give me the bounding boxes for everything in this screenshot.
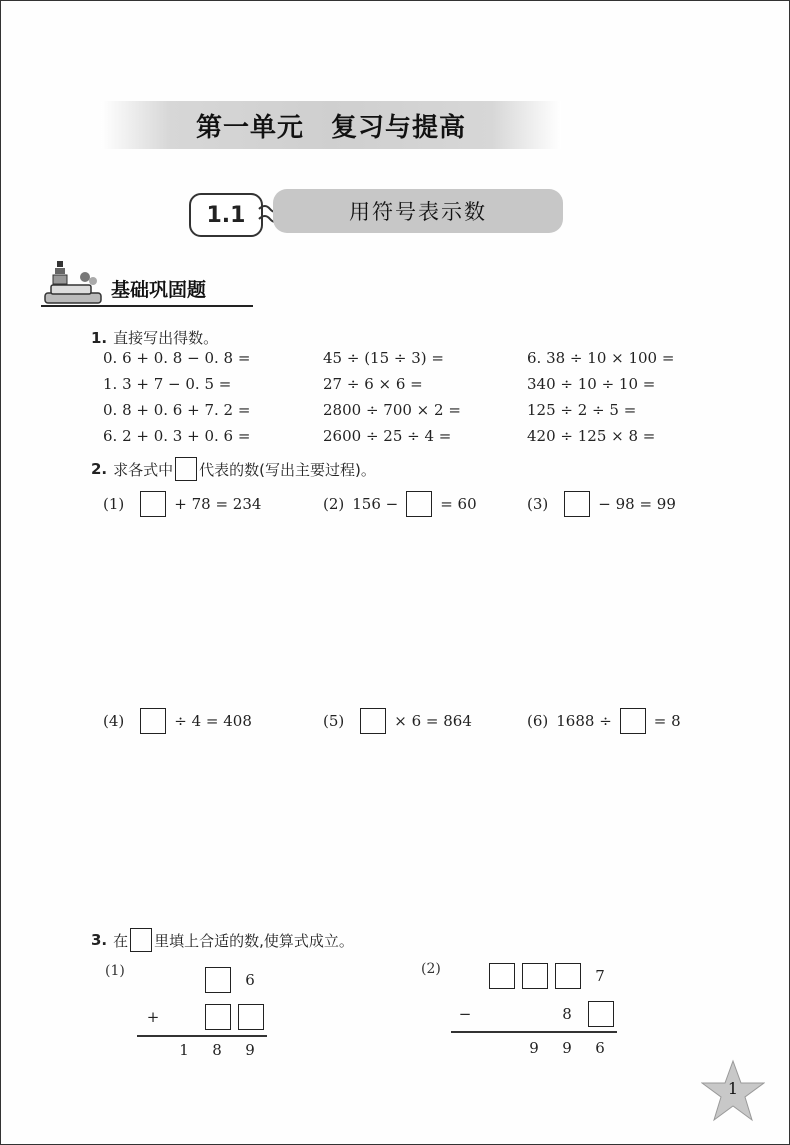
digit-box[interactable] [205, 967, 231, 993]
equation-2 [323, 491, 477, 517]
question-number: 1. [91, 328, 108, 347]
blank-box [130, 928, 152, 952]
equation-5 [323, 708, 472, 734]
equation-3 [527, 491, 676, 517]
question-text: 在 [113, 931, 129, 950]
answer-box[interactable] [406, 491, 432, 517]
equation-left: 1688 ÷ [556, 712, 612, 730]
abacus-books-icon [41, 259, 111, 309]
sum-line [137, 1035, 267, 1037]
digit: 7 [595, 967, 605, 985]
puzzle-index: (2) [421, 961, 441, 977]
answer-box[interactable] [620, 708, 646, 734]
calc-item: 27 ÷ 6 × 6 = [323, 375, 423, 393]
lesson-title: 用符号表示数 [273, 189, 563, 233]
calc-item: 45 ÷ (15 ÷ 3) = [323, 349, 444, 367]
calc-item: 0. 8 + 0. 6 + 7. 2 = [103, 401, 251, 419]
digit-box[interactable] [238, 1004, 264, 1030]
question-text: 代表的数(写出主要过程)。 [199, 460, 376, 479]
equation-right: − 98 = 99 [598, 495, 676, 513]
question-text: 直接写出得数。 [113, 329, 219, 347]
unit-title: 第一单元 复习与提高 [195, 112, 466, 143]
calc-item: 6. 38 ÷ 10 × 100 = [527, 349, 675, 367]
digit-box[interactable] [205, 1004, 231, 1030]
digit-box[interactable] [489, 963, 515, 989]
question-text: 求各式中 [113, 460, 174, 479]
equation-1 [103, 491, 261, 517]
answer-box[interactable] [140, 491, 166, 517]
equation-4 [103, 708, 252, 734]
puzzle-index: (1) [105, 963, 125, 979]
lesson-number: 1.1 [189, 193, 263, 237]
answer-box[interactable] [140, 708, 166, 734]
question-3-heading [91, 928, 354, 952]
unit-banner [101, 101, 561, 149]
equation-right: × 6 = 864 [394, 712, 472, 730]
answer-box[interactable] [564, 491, 590, 517]
blank-box [175, 457, 197, 481]
equation-right: = 8 [653, 712, 681, 730]
equation-index: (6) [527, 712, 549, 730]
calc-item: 125 ÷ 2 ÷ 5 = [527, 401, 637, 419]
digit: 8 [212, 1041, 222, 1059]
equation-index: (5) [323, 712, 345, 730]
question-number: 3. [91, 931, 108, 949]
calc-item: 340 ÷ 10 ÷ 10 = [527, 375, 656, 393]
operator: + [146, 1008, 160, 1026]
answer-box[interactable] [360, 708, 386, 734]
digit-box[interactable] [588, 1001, 614, 1027]
digit: 1 [179, 1041, 189, 1059]
equation-right: ÷ 4 = 408 [174, 712, 252, 730]
calc-item: 2600 ÷ 25 ÷ 4 = [323, 427, 452, 445]
equation-6 [527, 708, 681, 734]
digit: 9 [529, 1039, 539, 1057]
equation-left: 156 − [352, 495, 399, 513]
digit: 9 [245, 1041, 255, 1059]
digit-box[interactable] [522, 963, 548, 989]
digit: 6 [595, 1039, 605, 1057]
equation-right: + 78 = 234 [174, 495, 262, 513]
section-title: 基础巩固题 [111, 279, 207, 301]
calc-item: 420 ÷ 125 × 8 = [527, 427, 656, 445]
calc-item: 6. 2 + 0. 3 + 0. 6 = [103, 427, 251, 445]
difference-line [451, 1031, 617, 1033]
digit: 6 [245, 971, 255, 989]
digit: 9 [562, 1039, 572, 1057]
calc-item: 0. 6 + 0. 8 − 0. 8 = [103, 349, 251, 367]
digit-box[interactable] [555, 963, 581, 989]
question-number: 2. [91, 460, 108, 478]
calc-item: 1. 3 + 7 − 0. 5 = [103, 375, 232, 393]
operator: − [458, 1005, 472, 1023]
page-number: 1 [727, 1079, 739, 1098]
equation-index: (4) [103, 712, 125, 730]
digit: 8 [562, 1005, 572, 1023]
equation-index: (2) [323, 495, 345, 513]
calc-item: 2800 ÷ 700 × 2 = [323, 401, 461, 419]
question-2-heading [91, 457, 376, 481]
section-underline [41, 305, 253, 307]
equation-index: (3) [527, 495, 549, 513]
equation-index: (1) [103, 495, 125, 513]
question-text: 里填上合适的数,使算式成立。 [154, 931, 354, 950]
equation-right: = 60 [440, 495, 477, 513]
question-1-heading [91, 327, 218, 348]
